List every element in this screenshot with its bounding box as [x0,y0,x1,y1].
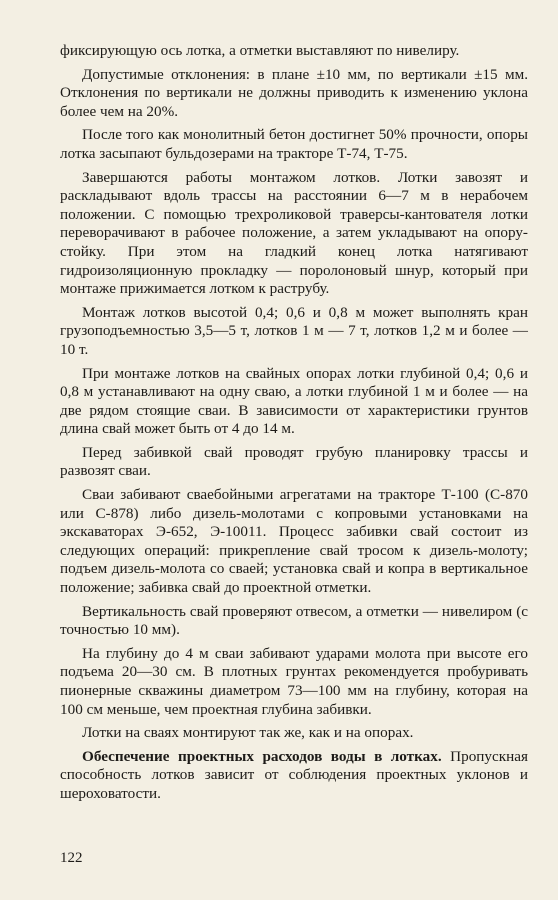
paragraph-continuation: фиксирующую ось лотка, а отметки выставляют по нивелиру. [60,42,460,59]
paragraph-pile-driving: Сваи забивают сваебойными агрегатами на тракторе Т-100 (С-870 или С-878) либо дизель-молотами с копровыми установками на экскаваторах Э-652, Э-10011. Процесс забивки свай состоит из следующих операций: прикрепление свай тросом к дизель-молоту; подъем дизель-молота со сваей; установка свай и копра в вертикальное положение; забивка свай до проектной отметки. [60,486,528,597]
paragraph-crane-capacity: Монтаж лотков высотой 0,4; 0,6 и 0,8 м может выполнять кран грузоподъемностью 3,5—5 т, лотков 1 м — 7 т, лотков 1,2 м и более — 10 т. [60,303,528,358]
paragraph-driving-depth: На глубину до 4 м сваи забивают ударами молота при высоте его подъема 20—30 см. В плотных грунтах рекомендуется пробуривать пионерные скважины диаметром 73—100 мм на глубину, которая на 100 см меньше, чем проектная глубина забивки. [60,644,528,718]
paragraph-verticality: Вертикальность свай проверяют отвесом, а отметки — нивелиром (с точностью 10 мм). [60,602,528,639]
section-run-in-text: Пропускная способность лотков зависит от соблюдения проектных уклонов и шероховатости. [60,747,528,802]
paragraph-pile-supports: При монтаже лотков на свайных опорах лотки глубиной 0,4; 0,6 и 0,8 м устанавливают на одну сваю, а лотки глубиной 1 м и более — на две рядом стоящие сваи. В зависимости от характеристики грунтов длина свай может быть от 4 до 14 м. [60,364,528,438]
paragraph-tray-installation: Завершаются работы монтажом лотков. Лотки завозят и раскладывают вдоль трассы на расстоянии 6—7 м в нерабочем положении. С помощью трехроликовой траверсы-кантователя лотки переворачивают в рабочее положение, а затем укладывают на опору-стойку. При этом на гладкий конец лотка натягивают гидроизоляционную прокладку — поролоновый шнур, который при монтаже прижимается лотком к раструбу. [60,168,528,298]
paragraph-water-flow [60,748,528,804]
paragraph-pile-trays: Лотки на сваях монтируют так же, как и на опорах. [82,724,414,742]
page-body [60,42,528,809]
paragraph-tolerances: Допустимые отклонения: в плане ±10 мм, по вертикали ±15 мм. Отклонения по вертикали не должны приводить к изменению уклона более чем на 20%. [60,65,528,120]
paragraph-site-planning: Перед забивкой свай проводят грубую планировку трассы и развозят сваи. [60,443,528,480]
section-run-in-heading: Обеспечение проектных расходов воды в лотках. [82,747,442,765]
page-number: 122 [60,850,83,866]
paragraph-concrete-strength: После того как монолитный бетон достигнет 50% прочности, опоры лотка засыпают бульдозерами на тракторе Т-74, Т-75. [60,126,528,162]
